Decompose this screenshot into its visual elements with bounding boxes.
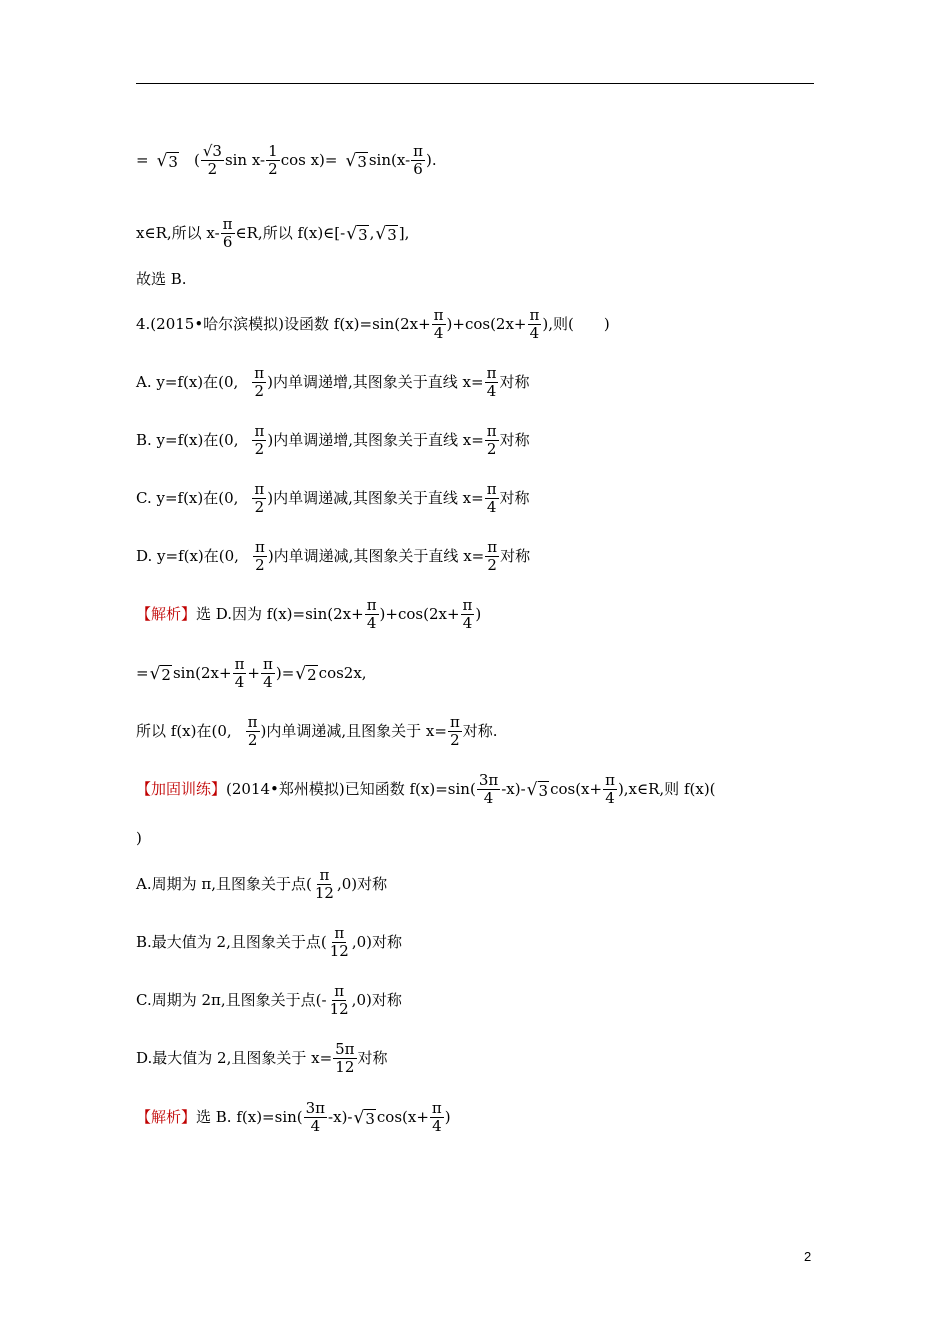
numerator: π: [254, 421, 265, 440]
exercise-option-c: [136, 981, 402, 1018]
text: 对称: [357, 1049, 388, 1067]
text: )内单调递减,且图象关于 x=: [260, 722, 447, 740]
denominator: 4: [486, 497, 497, 516]
text: ,: [369, 224, 375, 242]
numerator: π: [254, 537, 265, 556]
sqrt-expr: √ 3: [346, 223, 368, 244]
denominator: 6: [413, 159, 423, 178]
text: ),x∈R,则 f(x)(: [617, 780, 716, 798]
solution-tag: 【解析】: [136, 1108, 197, 1126]
fraction: [252, 365, 266, 400]
text: )内单调递增,其图象关于直线 x=: [267, 431, 484, 449]
denominator: 4: [483, 788, 494, 807]
denominator: 4: [234, 672, 245, 691]
text: 对称: [499, 489, 530, 507]
text: ): [475, 605, 482, 623]
text: 对称: [500, 547, 531, 565]
denominator: 12: [335, 1057, 355, 1076]
text: -x)-: [328, 1108, 353, 1126]
fraction: [603, 772, 617, 807]
fraction: [221, 216, 235, 251]
fraction: [328, 983, 351, 1018]
denominator: 12: [314, 883, 334, 902]
numerator: 5π: [335, 1039, 355, 1058]
denominator: 2: [255, 555, 265, 574]
solution-line-2: [136, 654, 367, 691]
text: ,0)对称: [351, 991, 402, 1009]
denominator: 6: [222, 232, 233, 251]
radicand: 3: [357, 152, 367, 171]
text: ,0)对称: [336, 875, 388, 893]
text: sin(x-: [368, 151, 411, 169]
denominator: 2: [254, 439, 265, 458]
sqrt-expr: √ 3: [353, 1107, 375, 1128]
fraction: [485, 481, 499, 516]
numerator: π: [222, 214, 233, 233]
radicand: 3: [358, 225, 368, 244]
fraction: [333, 1041, 356, 1076]
text: B. y=f(x)在(0,: [136, 431, 239, 449]
exercise-option-d: [136, 1039, 388, 1076]
numerator: π: [487, 537, 498, 556]
text: )内单调递增,其图象关于直线 x=: [267, 373, 484, 391]
radicand: 3: [365, 1109, 375, 1128]
option-b: [136, 421, 530, 458]
equation-line-2: [136, 214, 410, 251]
text: -x)-: [501, 780, 526, 798]
fraction: [304, 1100, 327, 1135]
numerator: π: [234, 654, 245, 673]
text: C.周期为 2π,且图象关于点(-: [136, 991, 327, 1009]
fraction: [233, 656, 247, 691]
denominator: 4: [605, 788, 615, 807]
numerator: √3: [202, 141, 222, 160]
numerator: π: [431, 1098, 442, 1117]
sqrt-expr: √ 3: [345, 150, 367, 171]
text: =: [136, 151, 149, 169]
radicand: 2: [307, 665, 317, 684]
numerator: π: [413, 141, 423, 160]
solution-line-1: [136, 595, 482, 632]
denominator: 4: [310, 1116, 321, 1135]
exercise-solution: [136, 1098, 451, 1135]
exercise-option-b: [136, 923, 402, 960]
sqrt-expr: √ 2: [295, 663, 317, 684]
fraction: [477, 772, 500, 807]
denominator: 4: [432, 1116, 442, 1135]
denominator: 2: [247, 730, 258, 749]
fraction: [485, 365, 499, 400]
denominator: 4: [529, 323, 540, 342]
numerator: π: [319, 865, 330, 884]
text: D.最大值为 2,且图象关于 x=: [136, 1049, 333, 1067]
numerator: π: [486, 363, 497, 382]
fraction: [328, 925, 351, 960]
denominator: 4: [433, 323, 444, 342]
text: (: [193, 151, 200, 169]
radicand: 2: [161, 665, 171, 684]
fraction: [252, 423, 266, 458]
numerator: π: [334, 923, 345, 942]
text: ),则( ): [542, 315, 610, 333]
radicand: 3: [538, 781, 549, 800]
fraction: [448, 714, 462, 749]
text: )=: [275, 664, 295, 682]
text: cos2x,: [318, 664, 367, 682]
option-c: [136, 479, 530, 516]
denominator: 12: [329, 941, 349, 960]
text: (2014•郑州模拟)已知函数 f(x)=sin(: [226, 780, 476, 798]
denominator: 2: [268, 159, 278, 178]
fraction: [261, 656, 275, 691]
fraction: [266, 143, 280, 178]
fraction: [411, 143, 425, 178]
text: ∈R,所以 f(x)∈[-: [235, 224, 346, 242]
text: D. y=f(x)在(0,: [136, 547, 239, 565]
numerator: 1: [268, 141, 278, 160]
denominator: 2: [450, 730, 460, 749]
text: 对称.: [462, 722, 498, 740]
exercise-stem: [136, 770, 716, 807]
equation-line-1: [136, 141, 437, 178]
option-a: [136, 363, 530, 400]
text: sin(2x+: [172, 664, 232, 682]
solution-tag: 【解析】: [136, 605, 197, 623]
text: 选 D.因为 f(x)=sin(2x+: [196, 605, 364, 623]
text: )内单调递减,其图象关于直线 x=: [267, 489, 484, 507]
text: x∈R,所以 x-: [136, 224, 220, 242]
text: )+cos(2x+: [446, 315, 527, 333]
text: )内单调递减,其图象关于直线 x=: [267, 547, 485, 565]
text: =: [136, 664, 149, 682]
denominator: 2: [487, 555, 497, 574]
text: 对称: [499, 373, 530, 391]
fraction: [313, 867, 336, 902]
numerator: π: [366, 595, 377, 614]
text: cos(x+: [550, 780, 603, 798]
text: cos(x+: [376, 1108, 429, 1126]
denominator: 2: [254, 381, 264, 400]
fraction: [253, 539, 267, 574]
text: 所以 f(x)在(0,: [136, 722, 232, 740]
numerator: π: [605, 770, 615, 789]
denominator: 4: [263, 672, 273, 691]
fraction: [246, 714, 260, 749]
text: C. y=f(x)在(0,: [136, 489, 239, 507]
numerator: π: [529, 305, 540, 324]
text: ],: [398, 224, 410, 242]
numerator: 3π: [305, 1098, 326, 1117]
radicand: 3: [168, 152, 178, 171]
fraction: [485, 539, 499, 574]
denominator: 2: [254, 497, 265, 516]
fraction: [461, 597, 475, 632]
numerator: π: [462, 595, 473, 614]
fraction: [430, 1100, 444, 1135]
header-rule: [136, 83, 814, 84]
text: cos x)=: [280, 151, 338, 169]
text: 4.(2015•哈尔滨模拟)设函数 f(x)=sin(2x+: [136, 315, 431, 333]
numerator: 3π: [478, 770, 499, 789]
solution-line-3: [136, 712, 498, 749]
text: sin x-: [224, 151, 266, 169]
sqrt-expr: √ 3: [375, 223, 397, 244]
sqrt-expr: √ 3: [156, 150, 178, 171]
text: 选 B. f(x)=sin(: [196, 1108, 303, 1126]
numerator: π: [334, 981, 345, 1000]
fraction: [365, 597, 379, 632]
denominator: 4: [366, 613, 377, 632]
page-number: 2: [804, 1249, 812, 1264]
denominator: 2: [207, 159, 218, 178]
numerator: π: [254, 363, 265, 382]
exercise-option-a: [136, 865, 388, 902]
fraction: [485, 423, 499, 458]
text: +: [247, 664, 260, 682]
text: ): [444, 1108, 451, 1126]
denominator: 12: [329, 999, 349, 1018]
numerator: π: [486, 479, 497, 498]
option-d: [136, 537, 531, 574]
text: ): [136, 829, 142, 847]
sqrt-expr: √ 3: [526, 779, 549, 800]
text: A. y=f(x)在(0,: [136, 373, 239, 391]
text: ,0)对称: [351, 933, 402, 951]
exercise-tag: 【加固训练】: [136, 780, 227, 798]
numerator: π: [263, 654, 273, 673]
fraction: [201, 143, 224, 178]
denominator: 2: [486, 439, 497, 458]
answer-line: [136, 269, 187, 289]
numerator: π: [433, 305, 444, 324]
question-4: [136, 305, 610, 342]
text: ).: [426, 151, 437, 169]
fraction: [528, 307, 542, 342]
sqrt-expr: √ 2: [149, 663, 171, 684]
denominator: 4: [462, 613, 473, 632]
fraction: [432, 307, 446, 342]
text: )+cos(2x+: [379, 605, 460, 623]
text: 故选 B.: [136, 270, 187, 288]
text: A.周期为 π,且图象关于点(: [136, 875, 312, 893]
numerator: π: [449, 712, 460, 731]
numerator: π: [247, 712, 258, 731]
fraction: [252, 481, 266, 516]
numerator: π: [486, 421, 497, 440]
text: 对称: [499, 431, 530, 449]
radicand: 3: [387, 225, 397, 244]
numerator: π: [254, 479, 265, 498]
text: B.最大值为 2,且图象关于点(: [136, 933, 327, 951]
denominator: 4: [486, 381, 497, 400]
exercise-stem-cont: [136, 828, 142, 848]
